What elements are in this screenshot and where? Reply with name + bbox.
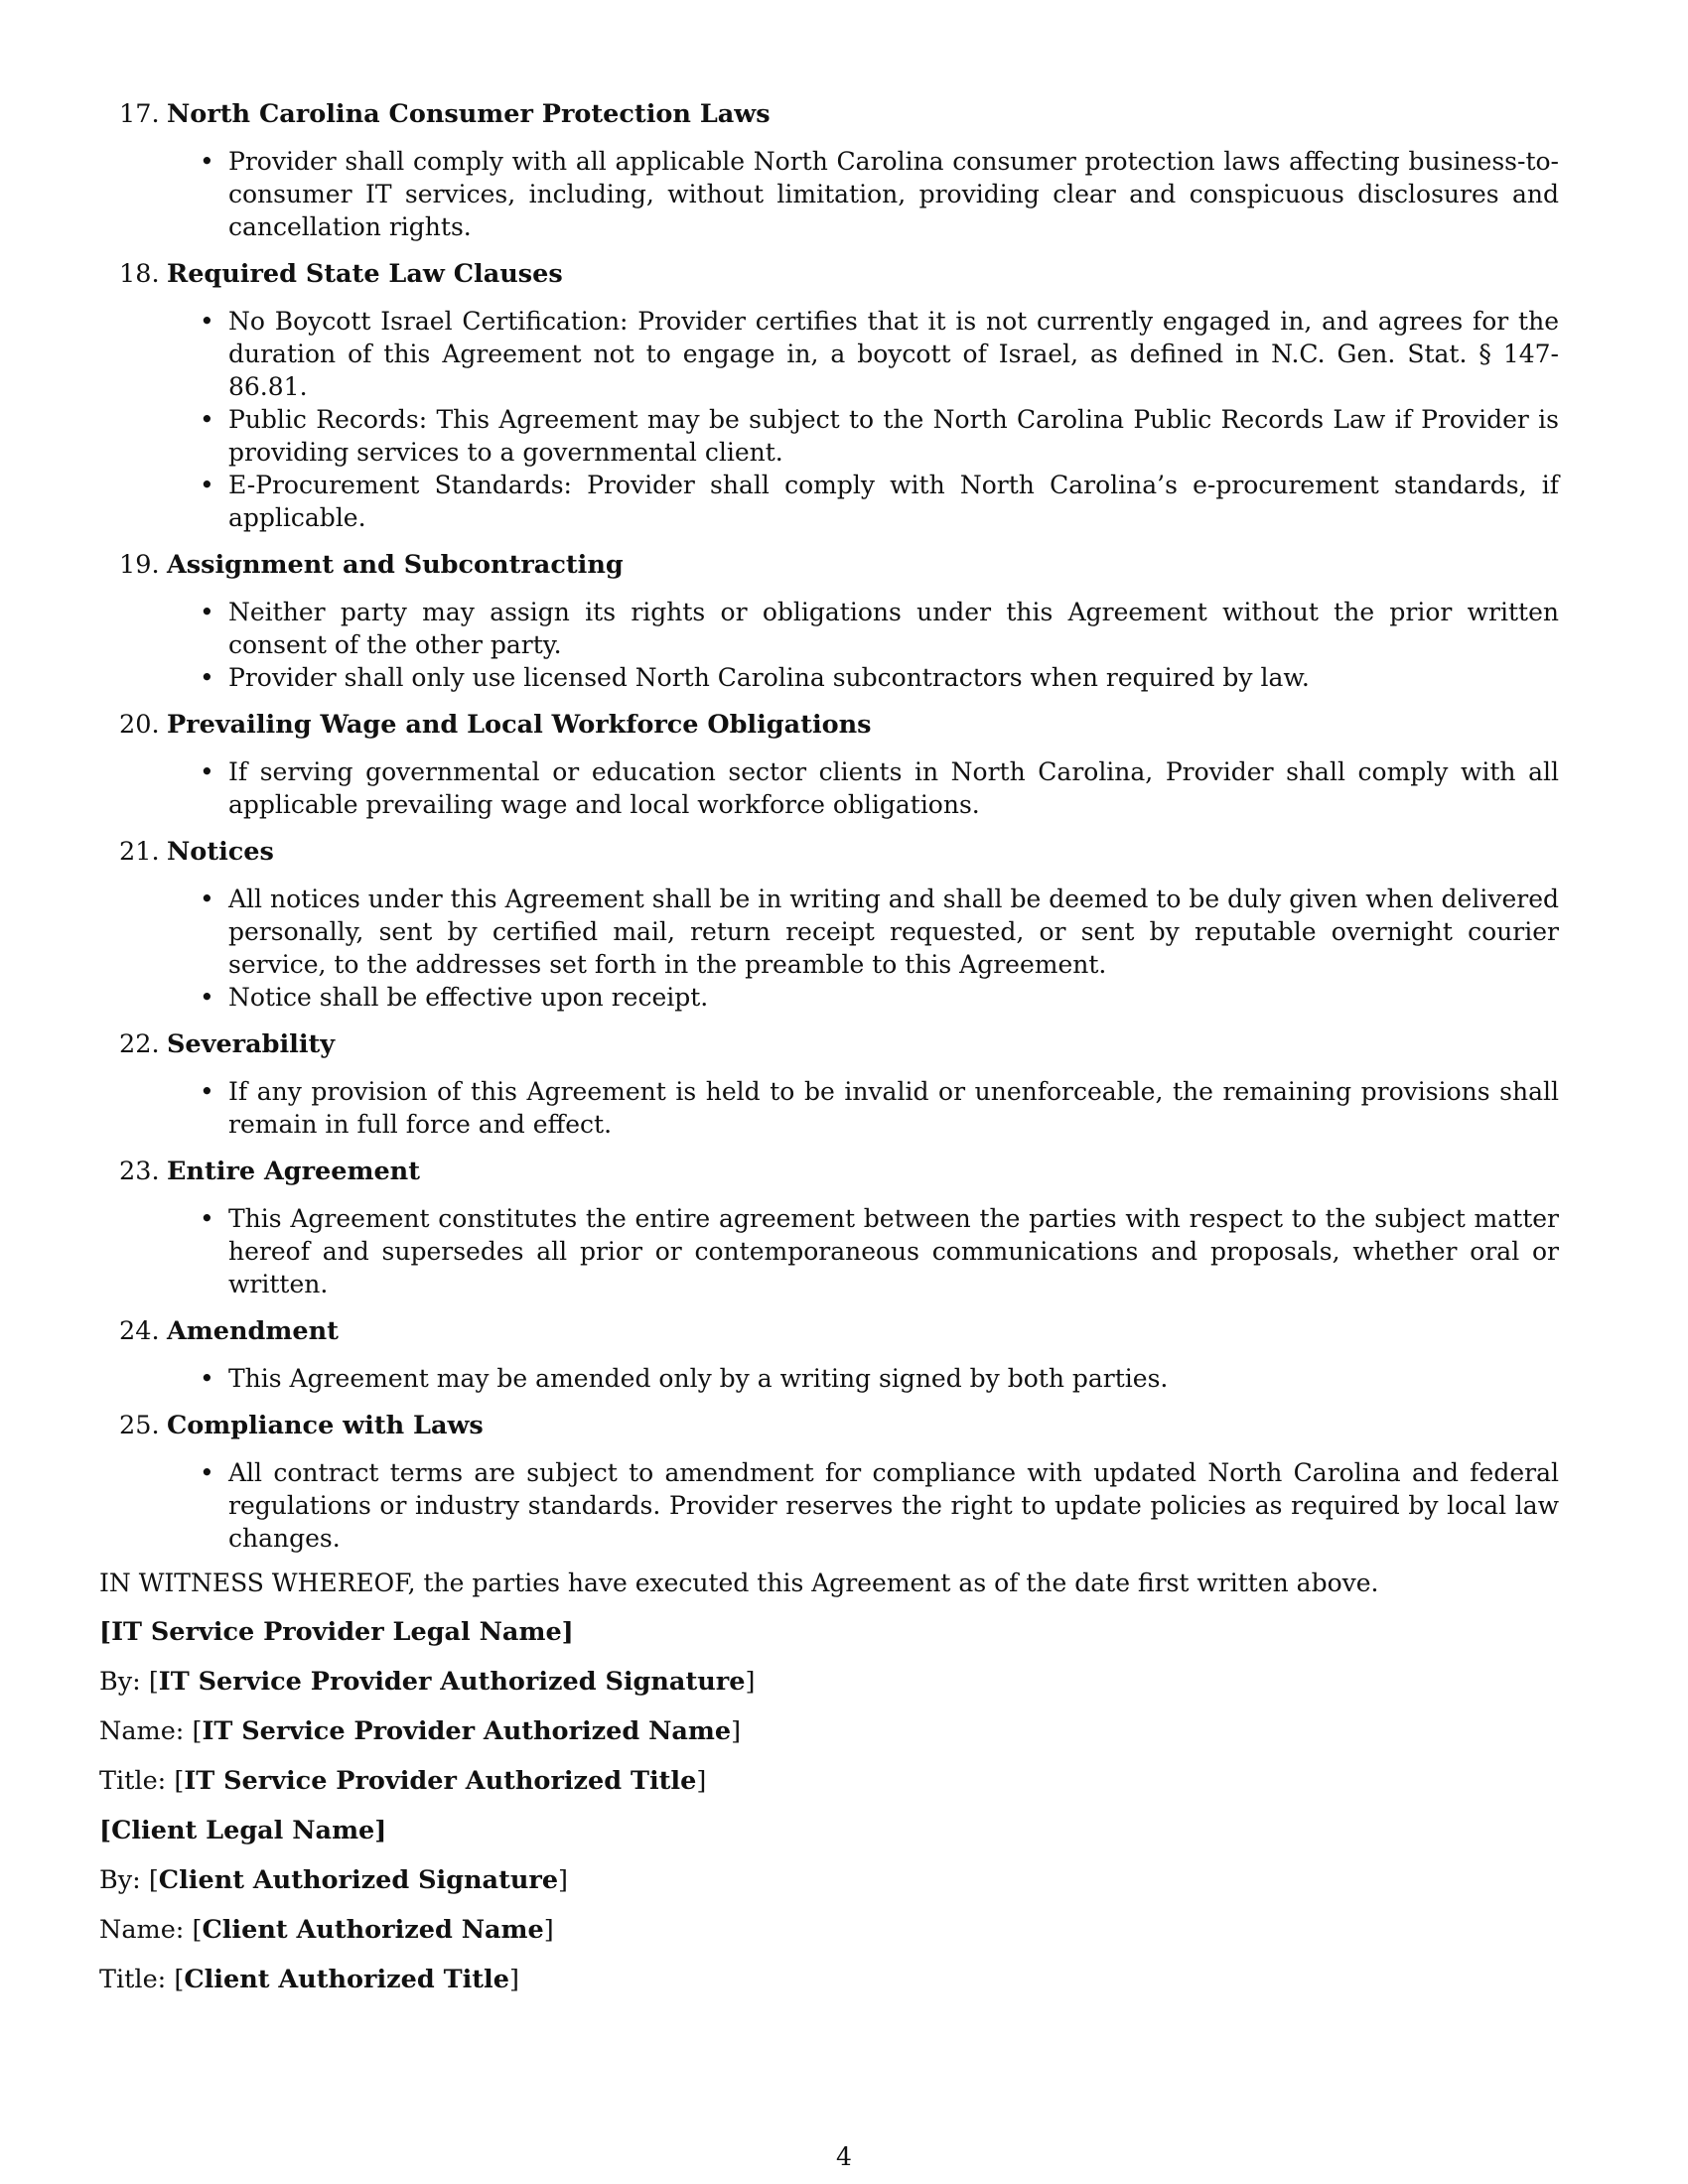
section-heading bbox=[99, 1025, 1589, 1063]
provider-signature-line: By: [IT Service Provider Authorized Signature] bbox=[99, 1667, 756, 1697]
section-24 bbox=[99, 1312, 1589, 1395]
client-title-line: Title: [Client Authorized Title] bbox=[99, 1965, 519, 1994]
list-item bbox=[99, 661, 1559, 694]
sig-placeholder: IT Service Provider Authorized Name bbox=[202, 1716, 732, 1746]
page-number: 4 bbox=[836, 2142, 852, 2171]
sig-placeholder: [Client Legal Name] bbox=[99, 1816, 387, 1845]
bullet-list bbox=[99, 1075, 1589, 1141]
list-item-text: Notice shall be effective upon receipt. bbox=[228, 983, 709, 1012]
list-item-text: This Agreement constitutes the entire agreement between the parties with respect to the subject matter hereof and supersedes all prior or contemporaneous communications and proposals, whether oral or written. bbox=[228, 1204, 1559, 1298]
section-title: Notices bbox=[167, 837, 274, 867]
list-item-text: Provider shall only use licensed North Carolina subcontractors when required by law. bbox=[228, 663, 1310, 692]
section-25 bbox=[99, 1407, 1589, 1555]
section-title: Compliance with Laws bbox=[167, 1411, 484, 1440]
list-item bbox=[99, 145, 1559, 243]
bullet-icon: • bbox=[200, 1364, 214, 1393]
list-item-text: No Boycott Israel Certification: Provider certifies that it is not currently engaged in, and agrees for the duration of this Agreement not to engage in, a boycott of Israel, as defined in N.C. Gen. Stat. § 147-86.81. bbox=[228, 307, 1559, 401]
section-number: 23. bbox=[119, 1157, 160, 1186]
list-item-text: Provider shall comply with all applicable North Carolina consumer protection laws affecting business-to-consumer IT services, including, without limitation, providing clear and conspicuous disclosures and cancellation rights. bbox=[228, 147, 1559, 241]
bullet-list bbox=[99, 1362, 1589, 1395]
client-name-line: Name: [Client Authorized Name] bbox=[99, 1915, 554, 1945]
section-22 bbox=[99, 1025, 1589, 1141]
sig-prefix: By: bbox=[99, 1667, 149, 1697]
section-number: 21. bbox=[119, 837, 160, 867]
section-number: 19. bbox=[119, 550, 160, 580]
section-21 bbox=[99, 833, 1589, 1014]
bullet-icon: • bbox=[200, 147, 214, 176]
bullet-list bbox=[99, 755, 1589, 821]
list-item bbox=[99, 469, 1559, 534]
section-heading bbox=[99, 1153, 1589, 1190]
sig-placeholder: IT Service Provider Authorized Title bbox=[184, 1766, 697, 1796]
list-item-text: All notices under this Agreement shall be in writing and shall be deemed to be duly given when delivered personally, sent by certified mail, return receipt requested, or sent by reputable overnight courier service, to the addresses set forth in the preamble to this Agreement. bbox=[228, 885, 1560, 979]
section-title: Assignment and Subcontracting bbox=[167, 550, 624, 580]
bullet-list bbox=[99, 305, 1589, 534]
bullet-icon: • bbox=[200, 983, 214, 1012]
section-18 bbox=[99, 255, 1589, 534]
sig-placeholder: Client Authorized Signature bbox=[158, 1865, 559, 1895]
list-item bbox=[99, 755, 1559, 821]
bullet-icon: • bbox=[200, 757, 214, 786]
section-17 bbox=[99, 95, 1589, 243]
bullet-icon: • bbox=[200, 471, 214, 499]
bullet-icon: • bbox=[200, 405, 214, 434]
list-item bbox=[99, 403, 1559, 469]
witness-statement: IN WITNESS WHEREOF, the parties have executed this Agreement as of the date first written above. bbox=[99, 1569, 1379, 1597]
section-heading bbox=[99, 706, 1589, 744]
bullet-list bbox=[99, 596, 1589, 694]
section-number: 24. bbox=[119, 1316, 160, 1346]
section-19 bbox=[99, 546, 1589, 694]
list-item bbox=[99, 1362, 1559, 1395]
section-heading bbox=[99, 1312, 1589, 1350]
section-number: 18. bbox=[119, 259, 160, 289]
sig-prefix: Title: bbox=[99, 1965, 175, 1994]
bullet-icon: • bbox=[200, 885, 214, 913]
section-number: 17. bbox=[119, 99, 160, 129]
bullet-list bbox=[99, 1202, 1589, 1300]
sig-placeholder: [IT Service Provider Legal Name] bbox=[99, 1617, 574, 1647]
sig-prefix: Title: bbox=[99, 1766, 175, 1796]
section-heading bbox=[99, 95, 1589, 133]
sig-placeholder: Client Authorized Name bbox=[202, 1915, 544, 1945]
section-heading bbox=[99, 255, 1589, 293]
bullet-icon: • bbox=[200, 1458, 214, 1487]
list-item bbox=[99, 981, 1559, 1014]
section-title: Entire Agreement bbox=[167, 1157, 420, 1186]
sig-prefix: By: bbox=[99, 1865, 149, 1895]
section-title: Severability bbox=[167, 1029, 336, 1059]
bullet-list bbox=[99, 145, 1589, 243]
bullet-list bbox=[99, 1456, 1589, 1555]
client-signature-line: By: [Client Authorized Signature] bbox=[99, 1865, 568, 1895]
list-item bbox=[99, 883, 1559, 981]
section-number: 22. bbox=[119, 1029, 160, 1059]
bullet-icon: • bbox=[200, 307, 214, 336]
list-item-text: This Agreement may be amended only by a writing signed by both parties. bbox=[228, 1364, 1169, 1393]
section-20 bbox=[99, 706, 1589, 821]
list-item-text: Neither party may assign its rights or obligations under this Agreement without the prior written consent of the other party. bbox=[228, 598, 1559, 659]
provider-title-line: Title: [IT Service Provider Authorized Title] bbox=[99, 1766, 707, 1796]
list-item-text: E-Procurement Standards: Provider shall comply with North Carolina’s e-procurement standards, if applicable. bbox=[228, 471, 1559, 532]
bullet-icon: • bbox=[200, 663, 214, 692]
list-item-text: Public Records: This Agreement may be subject to the North Carolina Public Records Law if Provider is providing services to a governmental client. bbox=[228, 405, 1559, 467]
section-heading bbox=[99, 546, 1589, 584]
bullet-list bbox=[99, 883, 1589, 1014]
list-item bbox=[99, 1202, 1559, 1300]
client-legal-name-line bbox=[99, 1814, 1589, 1847]
section-title: Amendment bbox=[167, 1316, 339, 1346]
section-number: 20. bbox=[119, 710, 160, 740]
list-item bbox=[99, 1075, 1559, 1141]
bullet-icon: • bbox=[200, 598, 214, 626]
bullet-icon: • bbox=[200, 1204, 214, 1233]
sig-placeholder: IT Service Provider Authorized Signature bbox=[158, 1667, 746, 1697]
list-item-text: If serving governmental or education sector clients in North Carolina, Provider shall comply with all applicable prevailing wage and local workforce obligations. bbox=[228, 757, 1559, 819]
bullet-icon: • bbox=[200, 1077, 214, 1106]
signature-block bbox=[99, 1615, 1589, 1996]
section-number: 25. bbox=[119, 1411, 160, 1440]
section-title: North Carolina Consumer Protection Laws bbox=[167, 99, 771, 129]
provider-legal-name-line bbox=[99, 1615, 1589, 1649]
section-heading bbox=[99, 1407, 1589, 1444]
list-item bbox=[99, 1456, 1559, 1555]
section-23 bbox=[99, 1153, 1589, 1300]
section-title: Prevailing Wage and Local Workforce Obligations bbox=[167, 710, 872, 740]
sig-placeholder: Client Authorized Title bbox=[184, 1965, 509, 1994]
sig-prefix: Name: bbox=[99, 1915, 193, 1945]
section-title: Required State Law Clauses bbox=[167, 259, 563, 289]
document-page bbox=[99, 95, 1589, 2012]
list-item-text: All contract terms are subject to amendment for compliance with updated North Carolina and federal regulations or industry standards. Provider reserves the right to update policies as required by local law changes. bbox=[228, 1458, 1559, 1553]
sig-prefix: Name: bbox=[99, 1716, 193, 1746]
list-item bbox=[99, 305, 1559, 403]
list-item-text: If any provision of this Agreement is held to be invalid or unenforceable, the remaining provisions shall remain in full force and effect. bbox=[228, 1077, 1559, 1139]
provider-name-line: Name: [IT Service Provider Authorized Name] bbox=[99, 1716, 742, 1746]
section-heading bbox=[99, 833, 1589, 871]
list-item bbox=[99, 596, 1559, 661]
